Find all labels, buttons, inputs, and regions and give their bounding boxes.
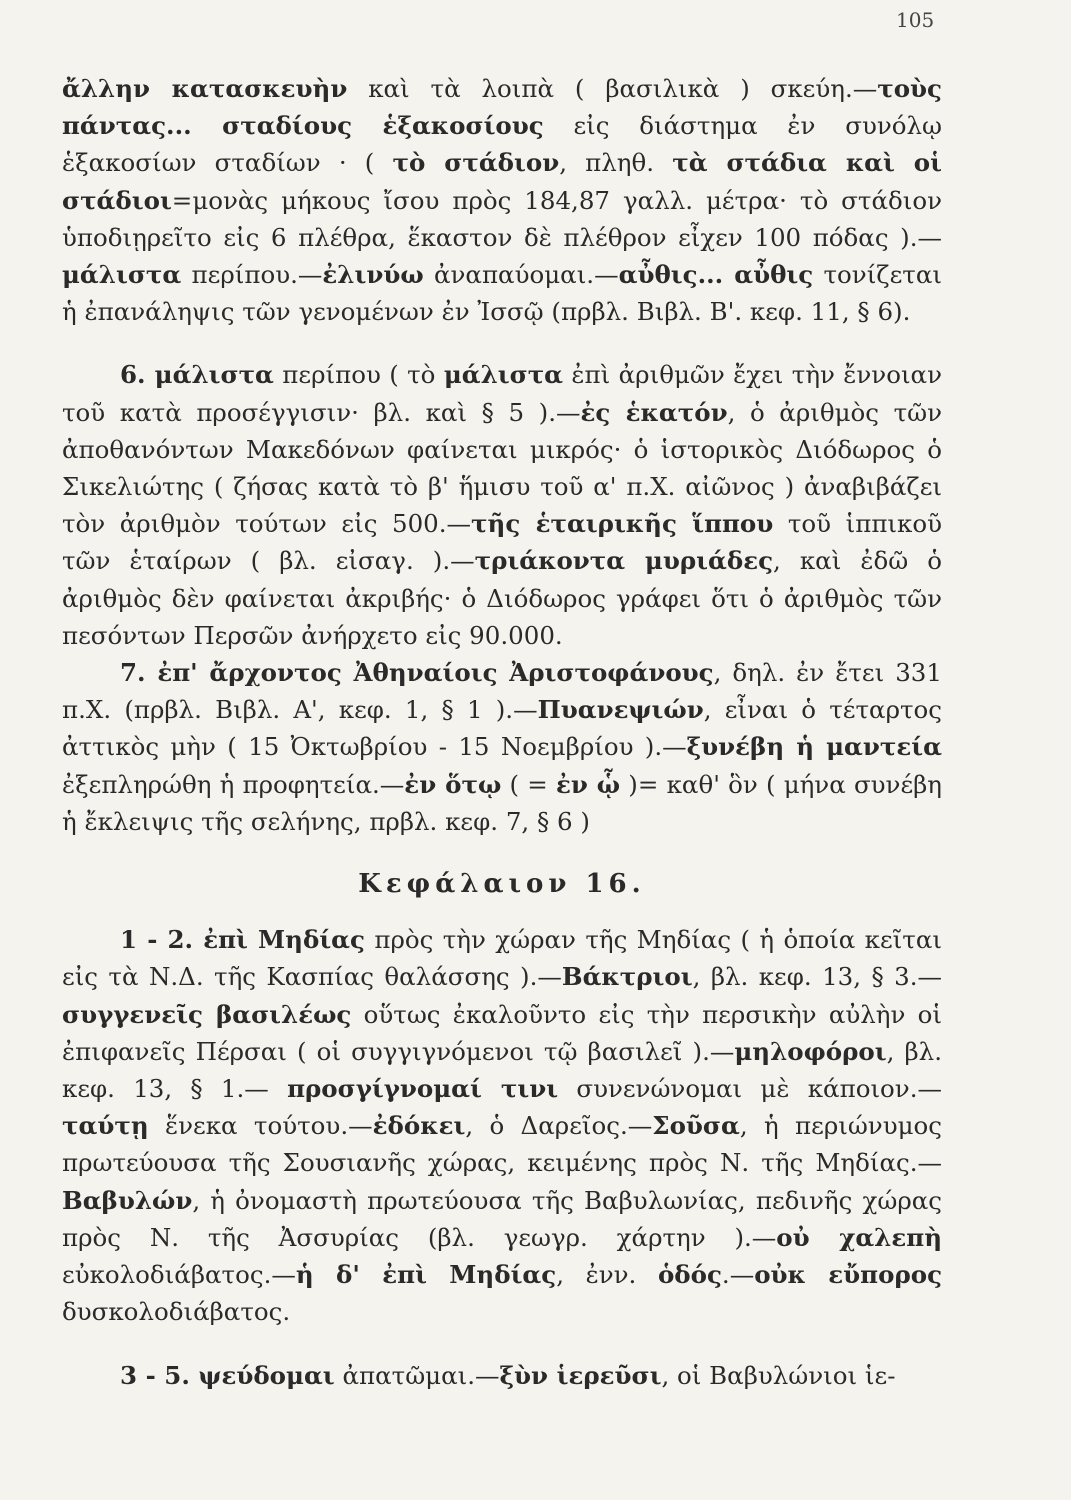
paragraph (62, 70, 942, 330)
bold-term: ἐδόκει (372, 1111, 466, 1141)
bold-term: ταύτῃ (62, 1111, 149, 1141)
text-run: ( = (501, 769, 556, 799)
text-run: εἰς διάστημα ἐν συνόλῳ ἑξακοσίων σταδίων · ( (62, 111, 942, 178)
bold-term: ἐς ἑκατόν (580, 397, 728, 427)
bold-term: αὖθις... αὖθις (618, 260, 814, 290)
paragraph (62, 921, 942, 1330)
paragraph (62, 356, 942, 654)
text-run: .— (721, 1260, 755, 1290)
bold-term: τῆς ἑταιρικῆς ἵππου (471, 509, 774, 539)
text-run: , βλ. κεφ. 13, § 3.— (692, 962, 942, 992)
bold-term: Βαβυλών (62, 1185, 193, 1215)
text-run: ἀναπαύομαι.— (423, 260, 619, 290)
text-run: , καὶ ἐδῶ ὁ ἀριθμὸς δὲν φαίνεται ἀκριβής· ὁ Διόδωρος γράφει ὅτι ὁ ἀριθμὸς τῶν πεσόντων Περσῶν ἀνήρχετο εἰς 90.000. (62, 546, 942, 650)
bold-term: μηλοφόροι (734, 1036, 887, 1066)
text-run: ἀπατῶμαι.— (334, 1360, 500, 1390)
bold-term: ἄλλην κατασκευὴν (62, 74, 348, 103)
text-run: , ἡ περιώνυμος πρωτεύουσα τῆς Σουσιανῆς χώρας, κειμένης πρὸς Ν. τῆς Μηδίας.— (62, 1111, 942, 1178)
bold-term: συγγενεῖς βασιλέως (62, 999, 352, 1029)
text-run: περίπου ( τὸ (273, 360, 444, 390)
text-run: τονίζεται ἡ ἐπανάληψις τῶν γενομένων ἐν Ἰσσῷ (πρβλ. Βιβλ. Β'. κεφ. 11, § 6). (62, 260, 942, 327)
text-run: τοῦ ἱππικοῦ τῶν ἑταίρων ( βλ. εἰσαγ. ).— (62, 509, 942, 576)
text-body (62, 70, 942, 1394)
text-run: εὐκολοδιάβατος.— (62, 1260, 296, 1290)
text-run: πρὸς τὴν χώραν τῆς Μηδίας ( ἡ ὁποία κεῖται εἰς τὰ Ν.Δ. τῆς Κασπίας θαλάσσης ).— (62, 925, 942, 992)
text-run: , ἡ ὀνομαστὴ πρωτεύουσα τῆς Βαβυλωνίας, πεδινῆς χώρας πρὸς Ν. τῆς Ἀσσυρίας (βλ. γεωγρ. χάρτην ).— (62, 1185, 942, 1252)
text-run: ἐπὶ ἀριθμῶν ἔχει τὴν ἔννοιαν τοῦ κατὰ προσέγγισιν· βλ. καὶ § 5 ).— (62, 360, 942, 427)
text-run: οὕτως ἐκαλοῦντο εἰς τὴν περσικὴν αὐλὴν οἱ ἐπιφανεῖς Πέρσαι ( οἱ συγγιγνόμενοι τῷ βασιλεῖ ).— (62, 999, 942, 1066)
bold-term: Πυανεψιών (537, 695, 704, 725)
bold-term: 1 - 2. ἐπὶ Μηδίας (120, 925, 365, 955)
text-run: =μονὰς μήκους ἴσου πρὸς 184,87 γαλλ. μέτρα· τὸ στάδιον ὑποδιῃρεῖτο εἰς 6 πλέθρα, ἕκαστον δὲ πλέθρον εἶχεν 100 πόδας ).— (62, 185, 942, 252)
bold-term: ἡ δ' ἐπὶ Μηδίας (295, 1260, 557, 1290)
bold-term: μάλιστα (443, 360, 564, 390)
text-run: , βλ. κεφ. 13, § 1.— (62, 1036, 942, 1104)
bold-term: προσγίγνομαί τινι (287, 1074, 559, 1104)
bold-term: ξὺν ἱερεῦσι (499, 1360, 662, 1390)
bold-term: οὐκ εὔπορος (754, 1260, 943, 1290)
bold-term: 6. μάλιστα (120, 360, 274, 390)
text-run: ἐξεπληρώθη ἡ προφητεία.— (62, 769, 405, 799)
text-run: , ὁ Δαρεῖος.— (465, 1111, 653, 1141)
page-number: 105 (896, 8, 935, 32)
bold-term: τριάκοντα μυριάδες (474, 546, 774, 576)
bold-term: ἐν ὅτῳ (404, 769, 502, 799)
text-run: περίπου.— (181, 260, 323, 290)
text-run: καὶ τὰ λοιπὰ ( βασιλικὰ ) σκεύη.— (347, 74, 878, 103)
bold-term: τοὺς πάντας... σταδίους ἑξακοσίους (62, 74, 942, 141)
text-run: , ἐνν. (556, 1260, 658, 1290)
text-run: , πληθ. (559, 148, 673, 178)
text-run: , οἱ Βαβυλώνιοι ἱε- (661, 1360, 896, 1390)
text-run: δυσκολοδιάβατος. (62, 1297, 291, 1327)
bold-term: 7. ἐπ' ἄρχοντος Ἀθηναίοις Ἀριστοφάνους (120, 658, 714, 688)
paragraph (62, 654, 942, 840)
text-run: , δηλ. ἐν ἔτει 331 π.Χ. (πρβλ. Βιβλ. Α', κεφ. 1, § 1 ).— (62, 658, 942, 725)
bold-term: τὰ στάδια καὶ οἱ στάδιοι (62, 148, 942, 215)
text-run: συνενώνομαι μὲ κάποιον.— (558, 1074, 942, 1104)
bold-term: τὸ στάδιον (392, 148, 560, 178)
bold-term: ἐν ᾧ (555, 769, 621, 799)
bold-term: Βάκτριοι (561, 962, 693, 992)
bold-term: ὁδός (657, 1260, 722, 1290)
chapter-heading: Κεφάλαιον 16. (358, 869, 646, 900)
bold-term: ἐλινύω (322, 260, 424, 290)
text-run: , εἶναι ὁ τέταρτος ἀττικὸς μὴν ( 15 Ὀκτωβρίου - 15 Νοεμβρίου ).— (62, 695, 942, 762)
bold-term: ξυνέβη ἡ μαντεία (686, 732, 942, 762)
text-run: , ὁ ἀριθμὸς τῶν ἀποθανόντων Μακεδόνων φαίνεται μικρός· ὁ ἱστορικὸς Διόδωρος ὁ Σικελιώτης ( ζήσας κατὰ τὸ β' ἥμισυ τοῦ α' π.Χ. αἰῶνος ) ἀναβιβάζει τὸν ἀριθμὸν τούτων εἰς 500.— (62, 397, 942, 539)
bold-term: οὐ χαλεπὴ (776, 1222, 943, 1252)
bold-term: μάλιστα (62, 260, 182, 290)
paragraph (62, 1357, 942, 1394)
text-run: ἕνεκα τούτου.— (148, 1111, 373, 1141)
text-run: )= καθ' ὃν ( μήνα συνέβη ἡ ἔκλειψις τῆς σελήνης, πρβλ. κεφ. 7, § 6 ) (62, 769, 942, 836)
bold-term: 3 - 5. ψεύδομαι (120, 1360, 335, 1390)
bold-term: Σοῦσα (652, 1111, 740, 1141)
